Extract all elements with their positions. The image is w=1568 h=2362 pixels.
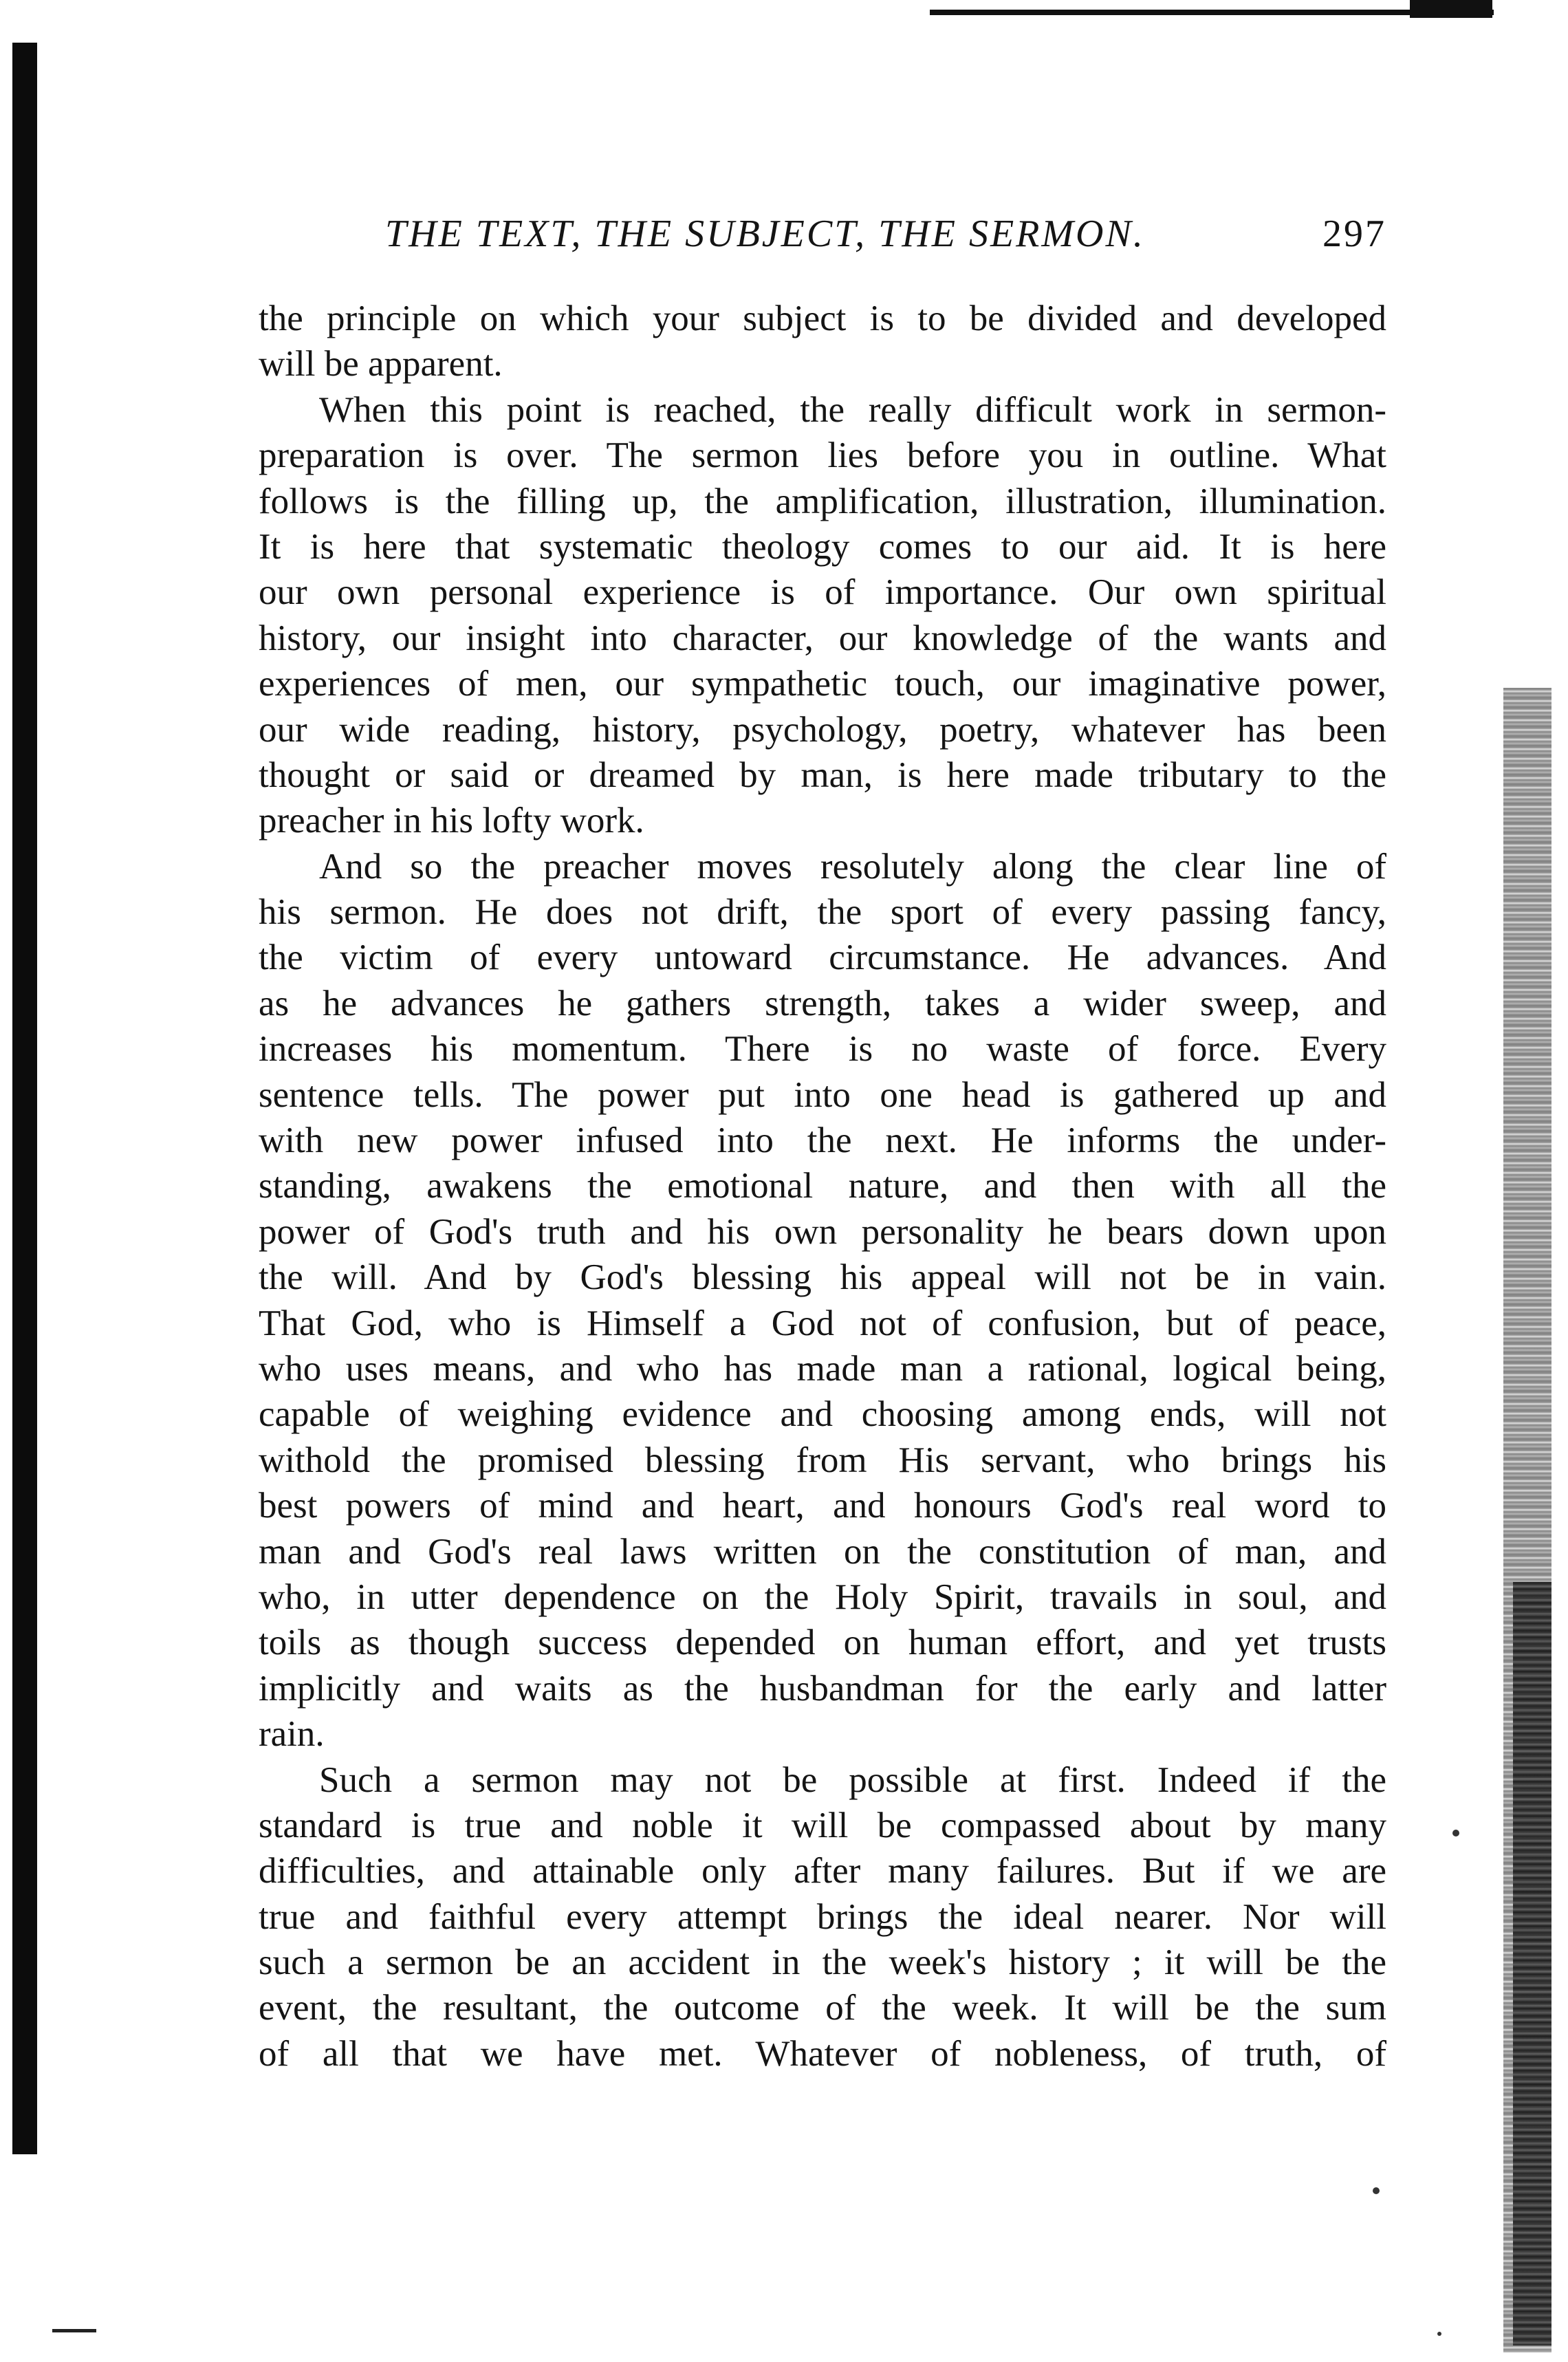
text-line: his sermon. He does not drift, the sport of every passing fancy, xyxy=(259,892,1386,933)
text-line: increases his momentum. There is no waste of force. Every xyxy=(259,1029,1386,1070)
paragraph xyxy=(259,296,1386,387)
text-line: standard is true and noble it will be compassed about by many xyxy=(259,1805,1386,1845)
scan-binding-shadow xyxy=(12,43,37,2154)
text-line: the will. And by God's blessing his appeal will not be in vain. xyxy=(259,1257,1386,1298)
text-line: follows is the filling up, the amplification, illustration, illumination. xyxy=(259,481,1386,521)
running-head xyxy=(385,206,1386,261)
text-line: thought or said or dreamed by man, is here made tributary to the xyxy=(259,755,1386,795)
scan-speck xyxy=(1452,1830,1459,1836)
text-line: our wide reading, history, psychology, poetry, whatever has been xyxy=(259,709,1386,750)
text-line: the victim of every untoward circumstance. He advances. And xyxy=(259,938,1386,978)
text-line: preparation is over. The sermon lies before you in outline. What xyxy=(259,435,1386,476)
text-line: Such a sermon may not be possible at first. Indeed if the xyxy=(319,1759,1386,1800)
text-line: man and God's real laws written on the constitution of man, and xyxy=(259,1531,1386,1572)
page-number: 297 xyxy=(1322,213,1386,255)
text-line: best powers of mind and heart, and honours God's real word to xyxy=(259,1486,1386,1526)
text-line: standing, awakens the emotional nature, and then with all the xyxy=(259,1166,1386,1206)
text-line: It is here that systematic theology comes to our aid. It is here xyxy=(259,526,1386,567)
text-line: event, the resultant, the outcome of the week. It will be the sum xyxy=(259,1988,1386,2028)
text-line: And so the preacher moves resolutely along the clear line of xyxy=(319,846,1386,887)
text-line: history, our insight into character, our knowledge of the wants and xyxy=(259,618,1386,658)
text-line: who, in utter dependence on the Holy Spirit, travails in soul, and xyxy=(259,1577,1386,1617)
scan-bottom-mark xyxy=(52,2329,96,2332)
text-line: as he advances he gathers strength, takes a wider sweep, and xyxy=(259,983,1386,1023)
scan-speck xyxy=(1373,2187,1380,2194)
text-line: true and faithful every attempt brings the ideal nearer. Nor will xyxy=(259,1896,1386,1937)
text-line: experiences of men, our sympathetic touch, our imaginative power, xyxy=(259,664,1386,704)
scan-page-edge-dark xyxy=(1513,1582,1551,2345)
paragraph xyxy=(259,1757,1386,2077)
text-line: power of God's truth and his own personality he bears down upon xyxy=(259,1211,1386,1252)
scan-speck xyxy=(1437,2332,1441,2336)
text-line: difficulties, and attainable only after many failures. But if we are xyxy=(259,1851,1386,1892)
scan-top-rule xyxy=(930,10,1494,15)
text-line: who uses means, and who has made man a rational, logical being, xyxy=(259,1348,1386,1389)
scan-top-mark xyxy=(1410,0,1492,18)
paragraph xyxy=(259,844,1386,1757)
text-line: toils as though success depended on human effort, and yet trusts xyxy=(259,1623,1386,1663)
text-line: will be apparent. xyxy=(259,344,503,384)
text-line: with new power infused into the next. He informs the under- xyxy=(259,1120,1386,1161)
text-line: That God, who is Himself a God not of confusion, but of peace, xyxy=(259,1303,1386,1343)
text-line: preacher in his lofty work. xyxy=(259,801,644,841)
running-title: THE TEXT, THE SUBJECT, THE SERMON. xyxy=(385,213,1145,255)
text-line: withold the promised blessing from His servant, who brings his xyxy=(259,1440,1386,1480)
text-line: capable of weighing evidence and choosing among ends, will not xyxy=(259,1394,1386,1435)
text-line: When this point is reached, the really difficult work in sermon- xyxy=(319,389,1386,430)
text-line: implicitly and waits as the husbandman for the early and latter xyxy=(259,1668,1386,1709)
text-line: the principle on which your subject is to be divided and developed xyxy=(259,299,1386,338)
text-line: of all that we have met. Whatever of nobleness, of truth, of xyxy=(259,2033,1386,2074)
body-text xyxy=(259,296,1386,2077)
text-line: sentence tells. The power put into one head is gathered up and xyxy=(259,1074,1386,1115)
text-line: rain. xyxy=(259,1714,325,1755)
text-line: our own personal experience is of importance. Our own spiritual xyxy=(259,572,1386,613)
text-line: such a sermon be an accident in the week's history ; it will be the xyxy=(259,1942,1386,1983)
paragraph xyxy=(259,387,1386,844)
